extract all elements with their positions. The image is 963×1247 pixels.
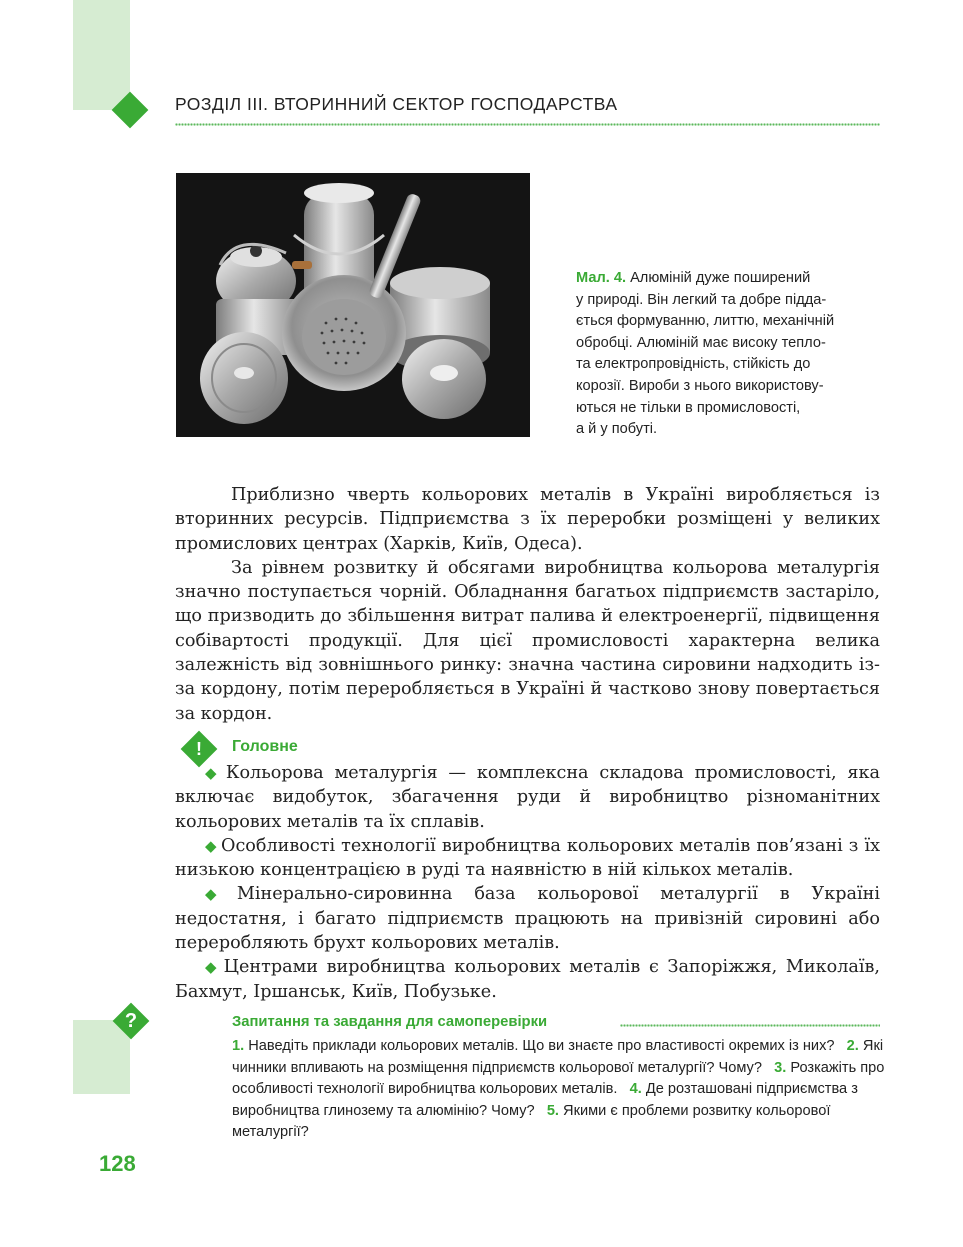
aluminum-cookware-image (176, 173, 530, 437)
chapter-title: РОЗДІЛ ІІІ. ВТОРИННИЙ СЕКТОР ГОСПОДАРСТВА (175, 94, 618, 114)
main-points-list (175, 761, 880, 1004)
main-point-text: Кольорова металургія — комплексна складова промисловості, яка включає видобуток, збагачення руди й виробництво різноманітних кольорових металів та їх сплавів. (175, 763, 881, 832)
question-number: 2. (846, 1038, 859, 1054)
caption-line: обробці. Алюміній має високу тепло- (576, 334, 826, 351)
question-number: 5. (546, 1102, 559, 1119)
caption-line: ються не тільки в промисловості, (576, 399, 801, 416)
main-point-item (175, 834, 880, 883)
caption-line: та електропровідність, стійкість до (576, 356, 811, 373)
questions-dotted-rule (620, 1023, 880, 1028)
paragraph: Приблизно чверть кольорових металів в Україні виробляється із вторинних ресурсів. Підприємства з їх переробки розміщені у великих промислових центрах (Харків, Київ, Одеса). (175, 485, 880, 554)
questions-heading: Запитання та завдання для самоперевірки (232, 1014, 548, 1030)
bullet-diamond-icon: ◆ (205, 764, 222, 782)
caption-line: Алюміній дуже поширений (630, 270, 811, 286)
question-text: Якими є проблеми розвитку кольорової металургії? (232, 1102, 831, 1141)
bullet-diamond-icon: ◆ (205, 885, 233, 904)
exclamation-icon: ! (196, 739, 202, 759)
figure-label: Мал. 4. (576, 270, 627, 286)
questions-list (232, 1036, 887, 1144)
side-tab-top (73, 0, 130, 110)
bullet-diamond-icon: ◆ (205, 958, 220, 977)
main-point-item (175, 882, 880, 955)
bullet-diamond-icon: ◆ (205, 836, 218, 855)
main-point-item (175, 955, 880, 1004)
caption-line: а й у побуті. (576, 421, 658, 438)
question-text: Наведіть приклади кольорових металів. Що ви знаєте про властивості окремих із них? (248, 1038, 835, 1054)
question-number: 3. (774, 1059, 787, 1076)
question-text: Розкажіть про особливості технології виробництва кольорових металів. (232, 1059, 885, 1098)
caption-line: ється формуванню, литтю, механічній (576, 313, 835, 330)
main-point-item (175, 761, 880, 834)
main-point-text: Центрами виробництва кольорових металів є Запоріжжя, Миколаїв, Бахмут, Іршанськ, Київ, Побузьке. (175, 957, 880, 1002)
question-text: Які чинники впливають на розміщення підприємств кольорової металургії? Чому? (232, 1038, 884, 1076)
question-text: Де розташовані підприємства з виробництва глинозему та алюмінію? Чому? (232, 1081, 858, 1119)
question-mark-icon: ? (124, 1010, 138, 1032)
question-number: 4. (629, 1081, 642, 1098)
paragraph: За рівнем розвитку й обсягами виробництва кольорова металургія значно поступається чорній. Обладнання багатьох підприємств застаріло, що призводить до збільшення витрат палива й електроенергії, підвищення собівартості продукції. Для цієї промисловості характерна велика залежність від зовнішнього ринку: значна частина сировини надходить із-за кордону, потім переробляється в Україні й частково знову повертається за кордон. (175, 557, 880, 724)
question-number: 1. (232, 1038, 245, 1054)
main-point-text: Мінерально-сировинна база кольорової металургії в Україні недостатня, і багато підприємств працюють на привізній сировині або переробляють брухт кольорових металів. (175, 884, 880, 954)
figure-photo (176, 173, 530, 437)
header-dotted-rule (175, 122, 880, 127)
caption-line: корозії. Вироби з нього використову- (576, 377, 824, 394)
main-point-text: Особливості технології виробництва кольорових металів пов’язані з їх низькою концентрацією в руді та наявністю в ній кількох металів. (175, 835, 880, 881)
caption-line: у природі. Він легкий та добре підда- (576, 291, 827, 308)
body-text (175, 483, 880, 726)
main-points-heading: Головне (232, 738, 298, 755)
page-number: 128 (99, 1151, 136, 1176)
figure-caption (576, 268, 886, 441)
